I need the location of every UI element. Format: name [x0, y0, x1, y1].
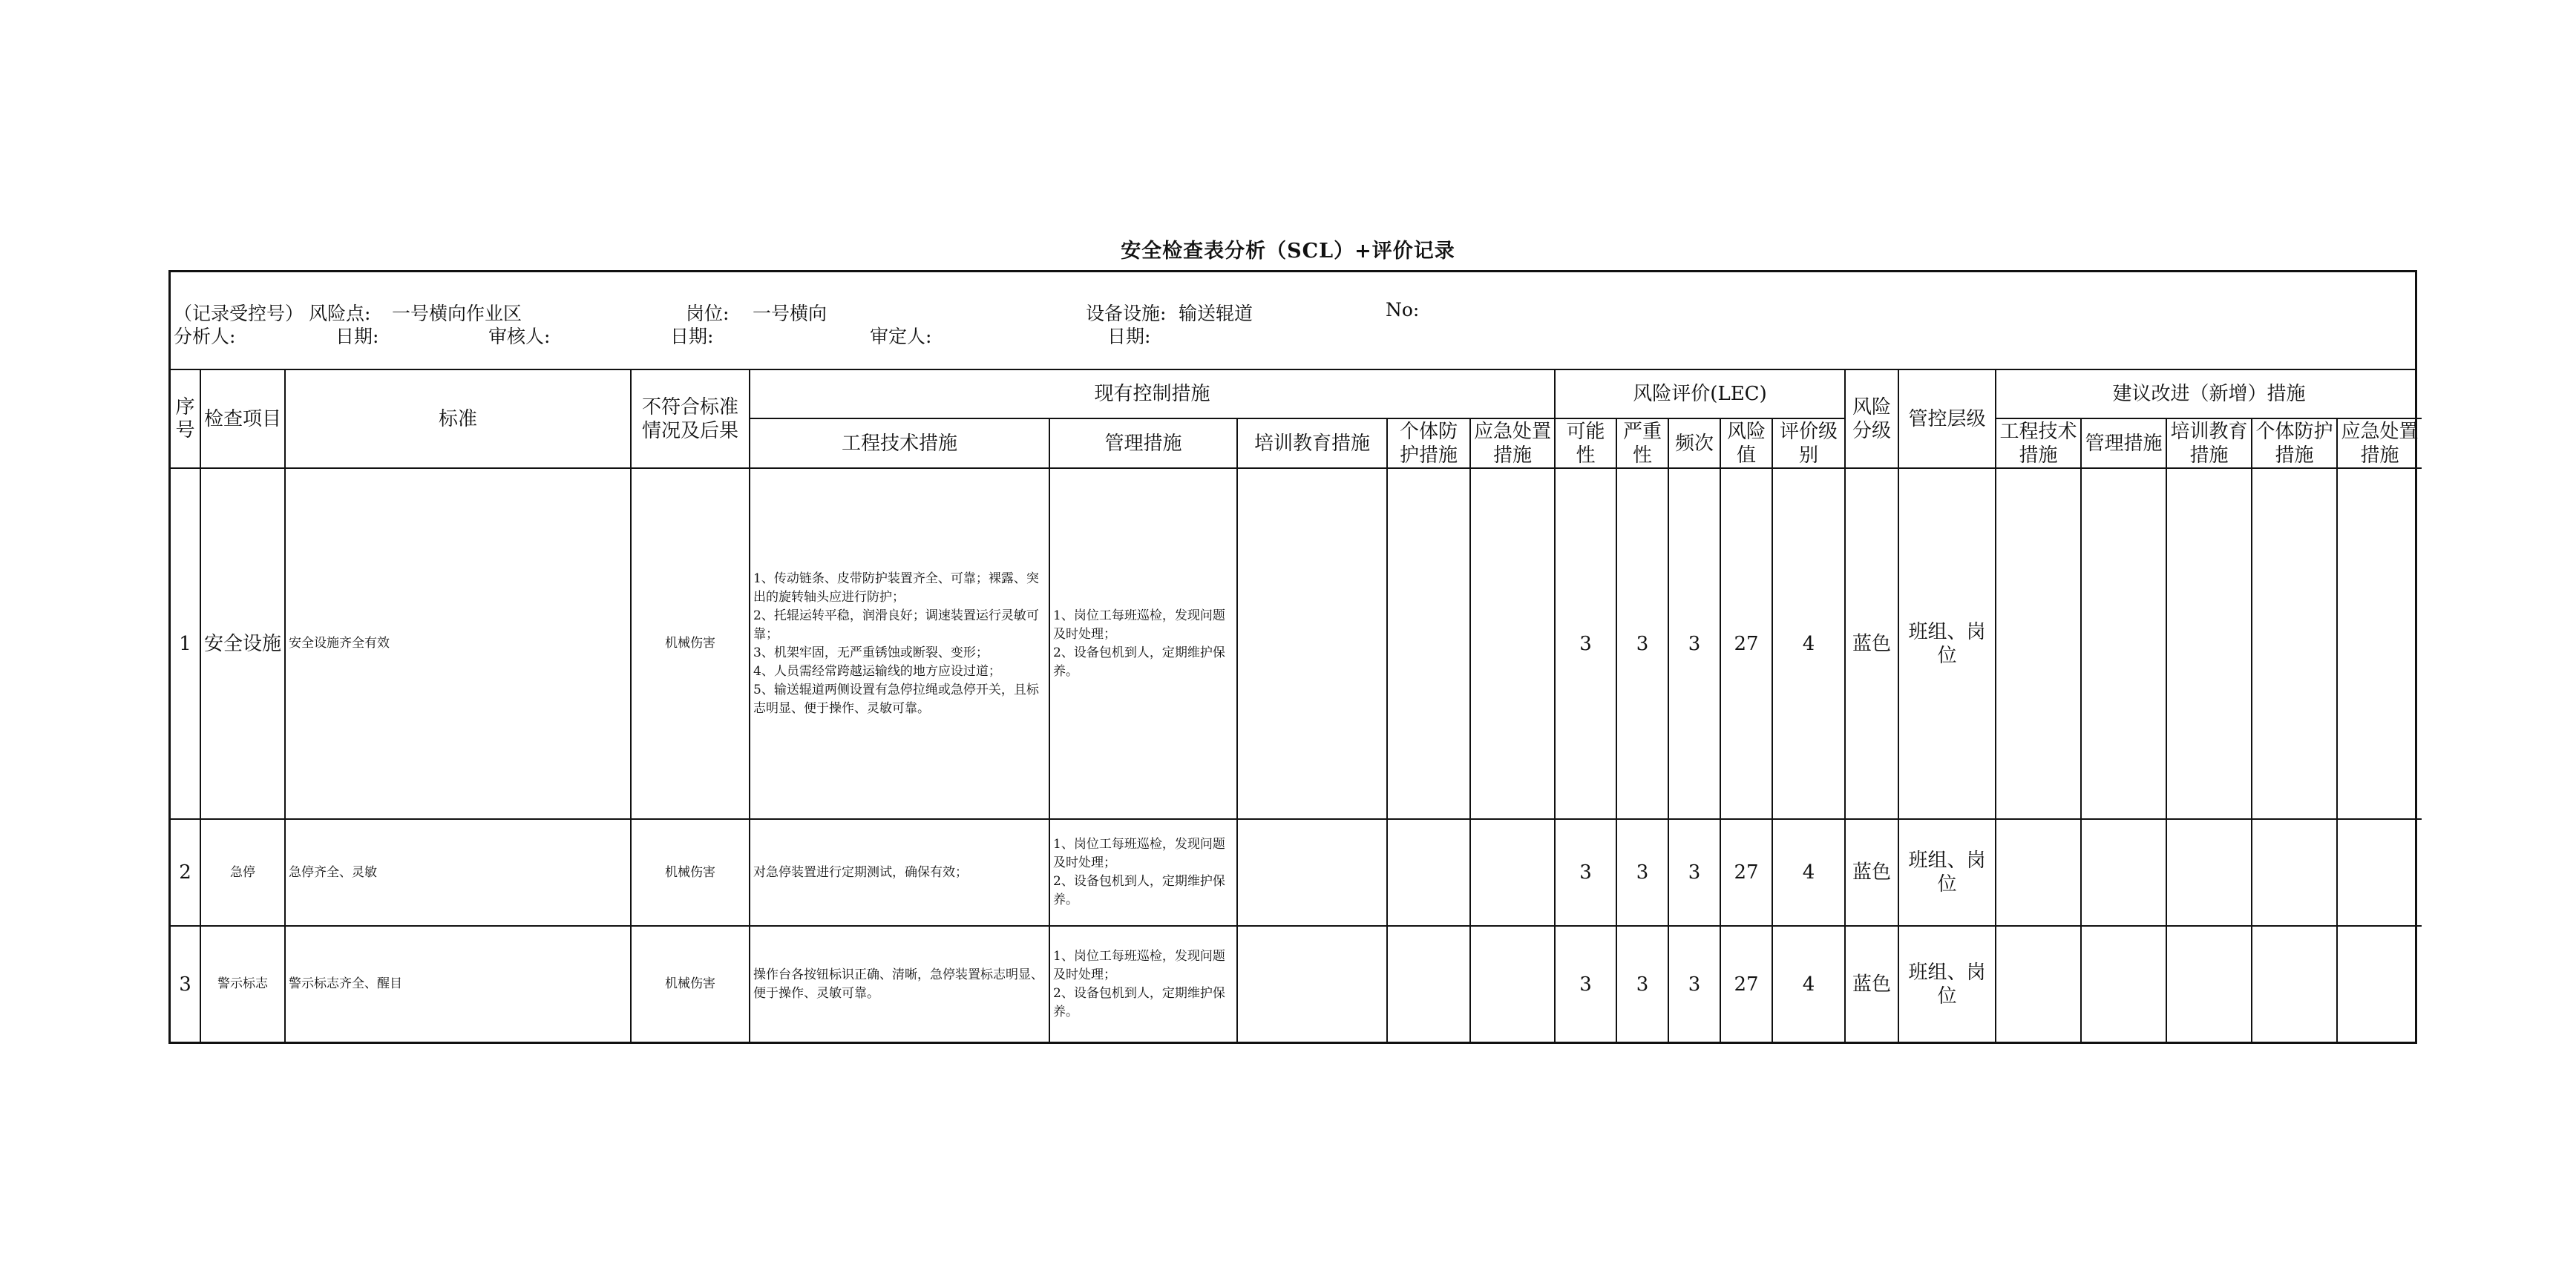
scl-table: [171, 370, 2422, 1042]
row-train: [1237, 926, 1387, 1042]
row-F: 3: [1668, 926, 1720, 1042]
table-row: [171, 819, 2422, 926]
header-eng: 工程技术措施: [750, 418, 1049, 468]
header-grade: 风险分级: [1845, 370, 1898, 468]
row-s-ppe: [2252, 926, 2337, 1042]
row-grade: 蓝色: [1845, 819, 1898, 926]
row-level: 4: [1772, 468, 1845, 819]
row-ctrl: 班组、岗位: [1898, 926, 1996, 1042]
row-S: 3: [1616, 468, 1668, 819]
header-risk-eval: 风险评价(LEC): [1555, 370, 1845, 418]
approver-label: 审定人:: [870, 326, 932, 347]
header-train: 培训教育措施: [1237, 418, 1387, 468]
risk-point-value: 一号横向作业区: [392, 303, 522, 324]
reviewer-label: 审核人:: [488, 326, 551, 347]
record-info: [171, 272, 2415, 370]
row-grade: 蓝色: [1845, 926, 1898, 1042]
header-standard: 标准: [285, 370, 631, 468]
header-s-ppe: 个体防护措施: [2252, 418, 2337, 468]
row-s-train: [2166, 468, 2252, 819]
header-level: 评价级别: [1772, 418, 1845, 468]
row-s-mgmt: [2081, 468, 2166, 819]
row-eng: 对急停装置进行定期测试，确保有效；: [750, 819, 1049, 926]
row-emergency: [1470, 819, 1555, 926]
date2-label: 日期:: [670, 326, 714, 347]
row-s-emergency: [2337, 468, 2422, 819]
row-s-train: [2166, 819, 2252, 926]
row-R: 27: [1720, 468, 1772, 819]
no-label: No:: [1386, 299, 1420, 321]
record-control-label: （记录受控号）: [174, 303, 304, 324]
risk-point-label: 风险点:: [309, 303, 371, 324]
date1-label: 日期:: [335, 326, 379, 347]
row-consequence: 机械伤害: [631, 926, 750, 1042]
row-F: 3: [1668, 819, 1720, 926]
header-nonconform: 不符合标准情况及后果: [631, 370, 750, 468]
row-ppe: [1387, 819, 1470, 926]
table-row: [171, 926, 2422, 1042]
row-R: 27: [1720, 819, 1772, 926]
row-s-mgmt: [2081, 819, 2166, 926]
header-s-emergency: 应急处置措施: [2337, 418, 2422, 468]
post-value: 一号横向: [753, 303, 827, 324]
row-level: 4: [1772, 926, 1845, 1042]
row-standard: 警示标志齐全、醒目: [285, 926, 631, 1042]
header-seq: 序号: [171, 370, 200, 468]
row-F: 3: [1668, 468, 1720, 819]
analyst-label: 分析人:: [174, 326, 236, 347]
row-s-emergency: [2337, 819, 2422, 926]
header-suggest: 建议改进（新增）措施: [1996, 370, 2422, 418]
row-s-eng: [1996, 468, 2081, 819]
row-ctrl: 班组、岗位: [1898, 468, 1996, 819]
row-item: 警示标志: [200, 926, 285, 1042]
header-s-eng: 工程技术措施: [1996, 418, 2081, 468]
row-level: 4: [1772, 819, 1845, 926]
row-standard: 安全设施齐全有效: [285, 468, 631, 819]
row-eng: 1、传动链条、皮带防护装置齐全、可靠；裸露、突出的旋转轴头应进行防护； 2、托辊运转平稳，润滑良好；调速装置运行灵敏可靠； 3、机架牢固，无严重锈蚀或断裂、变形； 4、人员需经常跨越运输线的地方应设过道； 5、输送辊道两侧设置有急停拉绳或急停开关，且标志明显、便于操作、灵敏可靠。: [750, 468, 1049, 819]
date3-label: 日期:: [1107, 326, 1151, 347]
row-mgmt: 1、岗位工每班巡检，发现问题及时处理； 2、设备包机到人，定期维护保养。: [1049, 819, 1237, 926]
header-ctrl-level: 管控层级: [1898, 370, 1996, 468]
row-seq: 3: [171, 926, 200, 1042]
row-train: [1237, 819, 1387, 926]
row-ppe: [1387, 926, 1470, 1042]
page-title: 安全检查表分析（SCL）+评价记录: [1121, 240, 1455, 263]
header-s-mgmt: 管理措施: [2081, 418, 2166, 468]
row-s-train: [2166, 926, 2252, 1042]
row-s-eng: [1996, 819, 2081, 926]
row-R: 27: [1720, 926, 1772, 1042]
row-s-ppe: [2252, 468, 2337, 819]
row-S: 3: [1616, 926, 1668, 1042]
row-item: 安全设施: [200, 468, 285, 819]
row-seq: 1: [171, 468, 200, 819]
header-L: 可能性: [1555, 418, 1616, 468]
header-item: 检查项目: [200, 370, 285, 468]
scl-sheet: [168, 270, 2417, 1044]
row-mgmt: 1、岗位工每班巡检，发现问题及时处理； 2、设备包机到人，定期维护保养。: [1049, 926, 1237, 1042]
row-ctrl: 班组、岗位: [1898, 819, 1996, 926]
row-consequence: 机械伤害: [631, 819, 750, 926]
row-s-eng: [1996, 926, 2081, 1042]
row-train: [1237, 468, 1387, 819]
header-current-controls: 现有控制措施: [750, 370, 1555, 418]
header-s-train: 培训教育措施: [2166, 418, 2252, 468]
post-label: 岗位:: [686, 303, 730, 324]
equipment-label: 设备设施:: [1086, 303, 1167, 324]
row-seq: 2: [171, 819, 200, 926]
row-s-ppe: [2252, 819, 2337, 926]
row-L: 3: [1555, 819, 1616, 926]
row-eng: 操作台各按钮标识正确、清晰，急停装置标志明显、便于操作、灵敏可靠。: [750, 926, 1049, 1042]
row-L: 3: [1555, 926, 1616, 1042]
row-S: 3: [1616, 819, 1668, 926]
row-grade: 蓝色: [1845, 468, 1898, 819]
equipment-value: 输送辊道: [1179, 303, 1253, 324]
header-mgmt: 管理措施: [1049, 418, 1237, 468]
row-consequence: 机械伤害: [631, 468, 750, 819]
row-L: 3: [1555, 468, 1616, 819]
header-ppe: 个体防护措施: [1387, 418, 1470, 468]
row-s-emergency: [2337, 926, 2422, 1042]
row-s-mgmt: [2081, 926, 2166, 1042]
row-mgmt: 1、岗位工每班巡检，发现问题及时处理； 2、设备包机到人，定期维护保养。: [1049, 468, 1237, 819]
row-ppe: [1387, 468, 1470, 819]
table-row: [171, 468, 2422, 819]
row-emergency: [1470, 468, 1555, 819]
header-emergency: 应急处置措施: [1470, 418, 1555, 468]
header-F: 频次: [1668, 418, 1720, 468]
header-S: 严重性: [1616, 418, 1668, 468]
row-item: 急停: [200, 819, 285, 926]
row-standard: 急停齐全、灵敏: [285, 819, 631, 926]
header-R: 风险值: [1720, 418, 1772, 468]
row-emergency: [1470, 926, 1555, 1042]
